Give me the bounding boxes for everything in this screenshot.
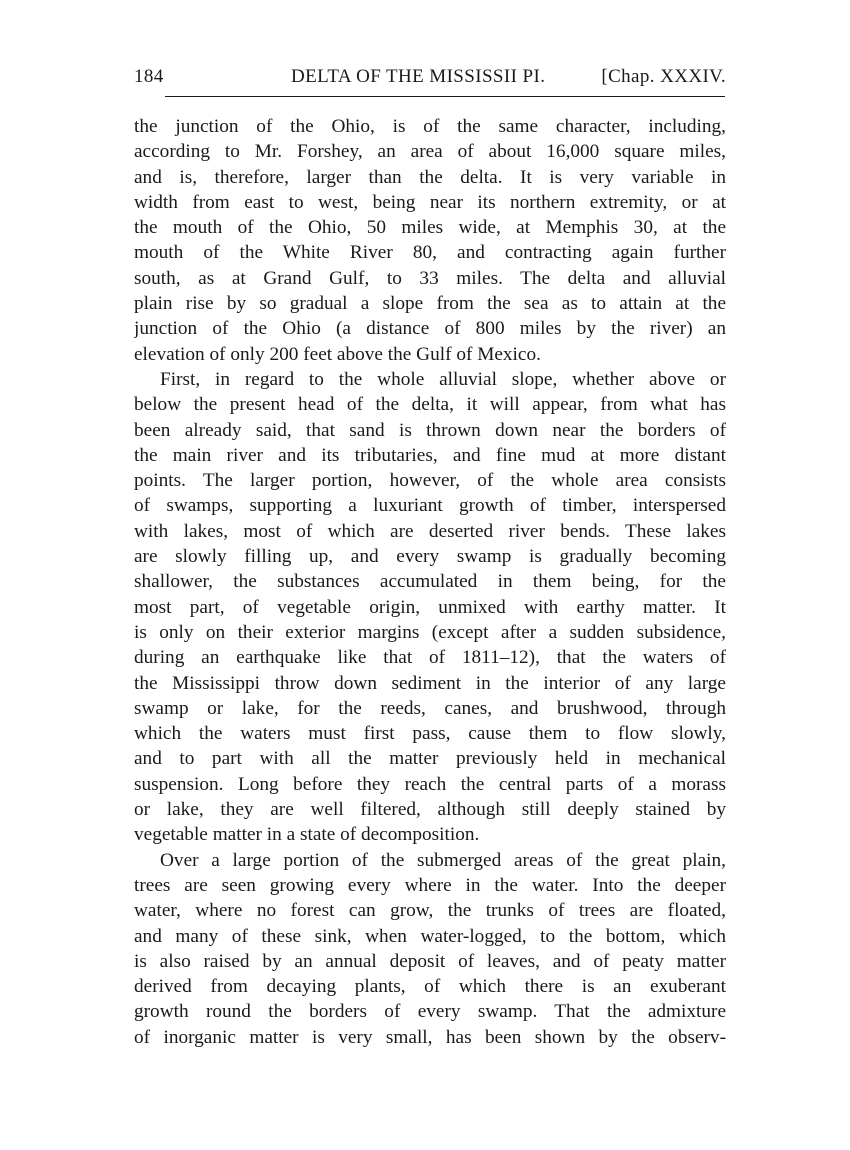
text-line: during an earthquake like that of 1811–12), that the waters of bbox=[134, 647, 726, 669]
text-line: below the present head of the delta, it will appear, from what has bbox=[134, 394, 726, 416]
text-line: shallower, the substances accumulated in them being, for the bbox=[134, 571, 726, 593]
text-line: the mouth of the Ohio, 50 miles wide, at Memphis 30, at the bbox=[134, 217, 726, 239]
text-line: elevation of only 200 feet above the Gulf of Mexico. bbox=[134, 343, 541, 365]
running-title: DELTA OF THE MISSISSII PI. bbox=[291, 66, 546, 87]
text-line: Over a large portion of the submerged areas of the great plain, bbox=[160, 849, 726, 871]
text-line: the main river and its tributaries, and fine mud at more distant bbox=[134, 444, 726, 466]
text-line: derived from decaying plants, of which there is an exuberant bbox=[134, 976, 726, 998]
text-line: and many of these sink, when water-logged, to the bottom, which bbox=[134, 925, 726, 947]
text-line: south, as at Grand Gulf, to 33 miles. The delta and alluvial bbox=[134, 267, 726, 289]
text-line: and is, therefore, larger than the delta. It is very variable in bbox=[134, 166, 726, 188]
text-line: suspension. Long before they reach the central parts of a morass bbox=[134, 773, 726, 795]
text-line: trees are seen growing every where in the water. Into the deeper bbox=[134, 874, 726, 896]
text-line: mouth of the White River 80, and contracting again further bbox=[134, 242, 726, 264]
chapter-reference: [Chap. XXXIV. bbox=[601, 66, 726, 87]
running-head bbox=[134, 66, 726, 96]
text-line: junction of the Ohio (a distance of 800 miles by the river) an bbox=[134, 318, 726, 340]
text-line: width from east to west, being near its northern extremity, or at bbox=[134, 191, 726, 213]
text-line: plain rise by so gradual a slope from the sea as to attain at the bbox=[134, 293, 726, 315]
text-line: swamp or lake, for the reeds, canes, and brushwood, through bbox=[134, 697, 726, 719]
text-line: most part, of vegetable origin, unmixed with earthy matter. It bbox=[134, 596, 726, 618]
header-rule bbox=[165, 96, 725, 97]
text-line: First, in regard to the whole alluvial slope, whether above or bbox=[160, 368, 726, 390]
text-line: with lakes, most of which are deserted river bends. These lakes bbox=[134, 520, 726, 542]
text-line: according to Mr. Forshey, an area of about 16,000 square miles, bbox=[134, 141, 726, 163]
text-line: or lake, they are well filtered, although still deeply stained by bbox=[134, 799, 726, 821]
text-line: of inorganic matter is very small, has been shown by the observ- bbox=[134, 1026, 726, 1048]
text-line: points. The larger portion, however, of the whole area consists bbox=[134, 470, 726, 492]
text-line: been already said, that sand is thrown down near the borders of bbox=[134, 419, 726, 441]
text-line: are slowly filling up, and every swamp is gradually becoming bbox=[134, 546, 726, 568]
text-line: is only on their exterior margins (except after a sudden subsidence, bbox=[134, 621, 726, 643]
text-line: the Mississippi throw down sediment in the interior of any large bbox=[134, 672, 726, 694]
page-number: 184 bbox=[134, 66, 164, 87]
text-line: of swamps, supporting a luxuriant growth of timber, interspersed bbox=[134, 495, 726, 517]
text-line: the junction of the Ohio, is of the same character, including, bbox=[134, 116, 726, 137]
text-line: which the waters must first pass, cause them to flow slowly, bbox=[134, 723, 726, 745]
text-line: and to part with all the matter previously held in mechanical bbox=[134, 748, 726, 770]
body-text bbox=[134, 114, 726, 1050]
text-line: is also raised by an annual deposit of leaves, and of peaty matter bbox=[134, 950, 726, 972]
text-line: vegetable matter in a state of decomposition. bbox=[134, 824, 480, 846]
text-line: water, where no forest can grow, the trunks of trees are floated, bbox=[134, 900, 726, 922]
text-line: growth round the borders of every swamp. That the admixture bbox=[134, 1001, 726, 1023]
